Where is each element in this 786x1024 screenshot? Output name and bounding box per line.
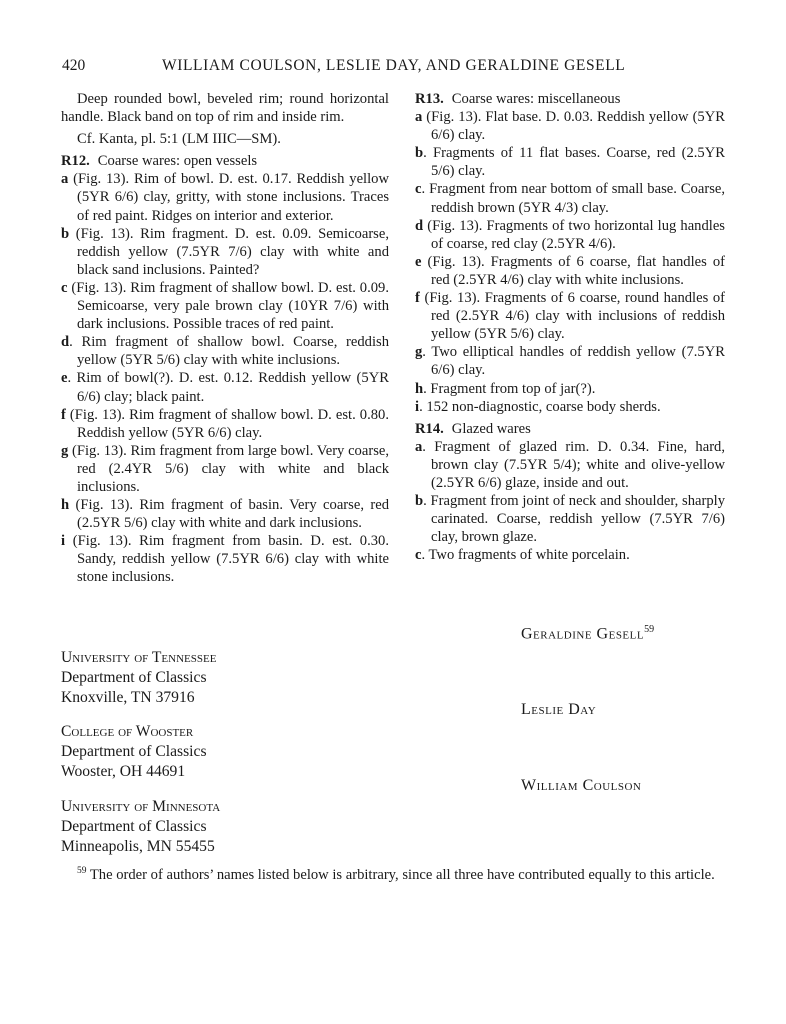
section-heading-r13 [415, 90, 725, 108]
catalogue-entry [61, 225, 389, 279]
entry-letter: b [415, 145, 424, 162]
affiliation-block [61, 797, 220, 857]
author-name: Geraldine Gesell [521, 625, 645, 643]
entry-text: . Two fragments of white porcelain. [421, 547, 630, 564]
comparison-reference: Cf. Kanta, pl. 5:1 (LM IIIC—SM). [77, 131, 281, 148]
entry-letter: h [61, 497, 70, 514]
entry-text: (Fig. 13). Fragments of two horizontal lug handles of coarse, red clay (2.5YR 4/6). [423, 217, 725, 252]
affiliation-block [61, 722, 207, 782]
left-column [61, 90, 389, 587]
entry-text: (Fig. 13). Rim fragment of shallow bowl. D. est. 0.80. Reddish yellow (5YR 6/6) clay. [65, 406, 389, 441]
entry-letter: d [415, 217, 424, 234]
section-heading-r12 [61, 152, 389, 170]
catalogue-entry [415, 253, 725, 289]
entry-letter: i [61, 533, 66, 550]
entry-letter: g [61, 442, 69, 459]
catalogue-entry [415, 217, 725, 253]
footnote [61, 862, 729, 884]
city-address: Minneapolis, MN 55455 [61, 838, 215, 855]
entry-letter: e [415, 253, 422, 270]
catalogue-entry [415, 289, 725, 343]
entry-letter: e [61, 370, 68, 387]
department-name: Department of Classics [61, 818, 207, 835]
catalogue-entry [415, 144, 725, 180]
entry-letter: a [415, 109, 423, 126]
section-number: R14. [415, 420, 444, 437]
footnote-number: 59 [77, 866, 87, 876]
catalogue-entry [61, 369, 389, 405]
catalogue-entry [61, 279, 389, 333]
affiliation-block [61, 648, 216, 708]
catalogue-entry [415, 398, 725, 416]
catalogue-entry [61, 532, 389, 586]
author-signature [521, 777, 641, 795]
catalogue-list-r12 [61, 170, 389, 586]
catalogue-entry [415, 438, 725, 492]
section-title: Coarse wares: open vessels [97, 153, 258, 170]
institution-name: University of Minnesota [61, 798, 221, 815]
entry-text: . Fragment from top of jar(?). [423, 380, 596, 397]
entry-text: (Fig. 13). Rim fragment of shallow bowl. D. est. 0.09. Semicoarse, very pale brown clay (10YR 7/6) with dark inclusions. Possible traces of red paint. [67, 279, 389, 333]
entry-letter: a [61, 171, 69, 188]
entry-text: . Two elliptical handles of reddish yellow (7.5YR 6/6) clay. [422, 344, 725, 379]
page-number: 420 [62, 57, 86, 74]
entry-text: . Fragment from near bottom of small base. Coarse, reddish brown (5YR 4/3) clay. [421, 181, 725, 216]
entry-letter: c [415, 181, 422, 198]
entry-text: (Fig. 13). Rim of bowl. D. est. 0.17. Reddish yellow (5YR 6/6) clay, gritty, with stone inclusions. Traces of red paint. Ridges on interior and exterior. [68, 171, 389, 224]
entry-text: (Fig. 13). Rim fragment of basin. Very coarse, red (2.5YR 5/6) clay with white and dark inclusions. [69, 497, 389, 532]
author-signature [521, 701, 596, 719]
intro-paragraph: Deep rounded bowl, beveled rim; round horizontal handle. Black band on top of rim and inside rim. [61, 91, 389, 126]
entry-letter: g [415, 344, 423, 361]
catalogue-entry [61, 406, 389, 442]
entry-text: . Fragment from joint of neck and shoulder, sharply carinated. Coarse, reddish yellow (7.5YR 7/6) clay, brown glaze. [423, 493, 725, 546]
entry-letter: c [61, 279, 68, 296]
catalogue-entry [415, 546, 725, 564]
footnote-text: The order of authors’ names listed below is arbitrary, since all three have contributed equally to this article. [86, 866, 715, 883]
entry-letter: a [415, 438, 423, 455]
footnote-marker: 59 [644, 624, 655, 635]
entry-text: (Fig. 13). Rim fragment from basin. D. est. 0.30. Sandy, reddish yellow (7.5YR 6/6) clay with white stone inclusions. [65, 533, 389, 586]
catalogue-entry [61, 442, 389, 496]
entry-text: . Fragment of glazed rim. D. 0.34. Fine, hard, brown clay (7.5YR 5/4); white and olive-yellow (2.5YR 6/6) glaze, inside and out. [422, 438, 725, 491]
entry-letter: d [61, 334, 70, 351]
entry-letter: c [415, 547, 422, 564]
right-column [415, 90, 725, 564]
running-head: WILLIAM COULSON, LESLIE DAY, AND GERALDINE GESELL [162, 57, 626, 74]
entry-text: (Fig. 13). Fragments of 6 coarse, round handles of red (2.5YR 4/6) clay with inclusions of reddish yellow (5YR 5/6) clay. [419, 290, 725, 343]
city-address: Knoxville, TN 37916 [61, 689, 195, 706]
author-signature [521, 624, 654, 643]
catalogue-list-r14 [415, 438, 725, 565]
institution-name: College of Wooster [61, 723, 194, 740]
entry-letter: f [61, 406, 66, 423]
catalogue-entry [415, 492, 725, 546]
institution-name: University of Tennessee [61, 649, 217, 666]
catalogue-entry [61, 333, 389, 369]
author-name: William Coulson [521, 777, 642, 794]
entry-letter: b [61, 225, 70, 242]
entry-text: . Rim of bowl(?). D. est. 0.12. Reddish yellow (5YR 6/6) clay; black paint. [67, 370, 389, 405]
section-number: R13. [415, 91, 444, 107]
section-title: Glazed wares [451, 420, 531, 437]
catalogue-entry [61, 496, 389, 532]
department-name: Department of Classics [61, 669, 207, 686]
entry-letter: f [415, 290, 420, 307]
entry-text: (Fig. 13). Flat base. D. 0.03. Reddish yellow (5YR 6/6) clay. [422, 109, 725, 144]
entry-text: . Fragments of 11 flat bases. Coarse, red (2.5YR 5/6) clay. [423, 145, 725, 180]
section-number: R12. [61, 153, 90, 170]
entry-text: . 152 non-diagnostic, coarse body sherds. [419, 398, 661, 415]
department-name: Department of Classics [61, 743, 207, 760]
city-address: Wooster, OH 44691 [61, 763, 186, 780]
section-title: Coarse wares: miscellaneous [451, 91, 621, 107]
entry-letter: b [415, 493, 424, 510]
entry-text: . Rim fragment of shallow bowl. Coarse, reddish yellow (5YR 5/6) clay with white inclusions. [69, 334, 389, 369]
entry-letter: h [415, 380, 424, 397]
section-heading-r14 [415, 420, 725, 438]
author-name: Leslie Day [521, 701, 597, 718]
catalogue-entry [415, 108, 725, 144]
entry-text: (Fig. 13). Rim fragment from large bowl. Very coarse, red (2.4YR 5/6) clay with white and black inclusions. [68, 442, 389, 495]
entry-text: (Fig. 13). Fragments of 6 coarse, flat handles of red (2.5YR 4/6) clay with white inclusions. [421, 253, 725, 288]
entry-text: (Fig. 13). Rim fragment. D. est. 0.09. Semicoarse, reddish yellow (7.5YR 7/6) clay with white and black sand inclusions. Painted? [69, 225, 389, 278]
entry-letter: i [415, 398, 420, 415]
catalogue-list-r13 [415, 108, 725, 416]
catalogue-entry [61, 170, 389, 224]
catalogue-entry [415, 380, 725, 398]
catalogue-entry [415, 343, 725, 379]
catalogue-entry [415, 180, 725, 216]
